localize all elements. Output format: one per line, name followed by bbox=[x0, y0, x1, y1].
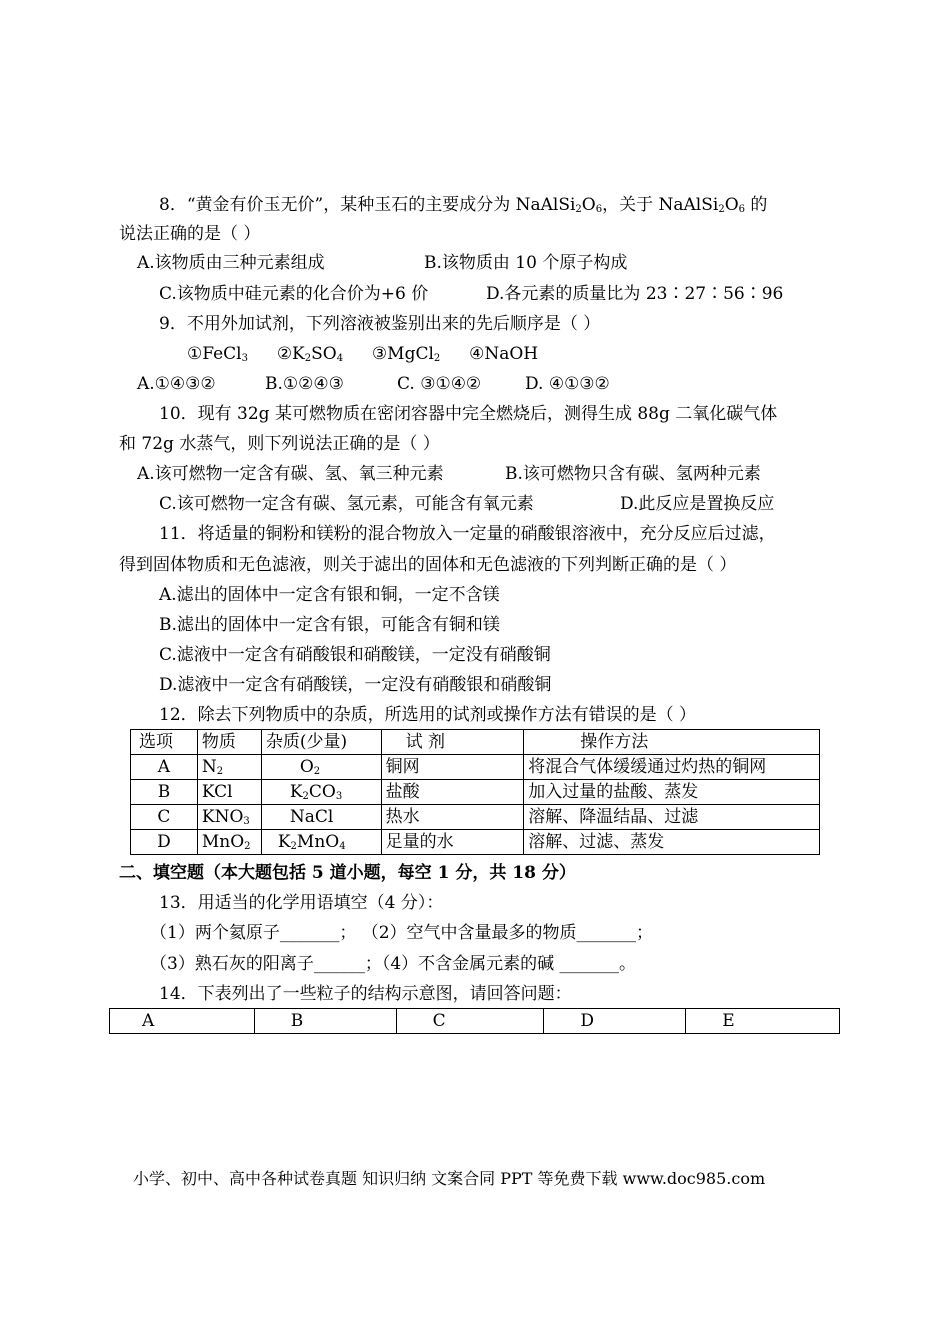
q11-option-a: A.滤出的固体中一定含有银和铜，一定不含镁 bbox=[159, 585, 500, 605]
q8-option-c: C.该物质中硅元素的化合价为+6 价 bbox=[159, 284, 429, 304]
q9-option-a: A.①④③② bbox=[137, 374, 216, 394]
substance-sub: 2 bbox=[244, 841, 251, 852]
q8-stem-line1 bbox=[159, 194, 767, 216]
q8-option-b: B.该物质由 10 个原子构成 bbox=[424, 253, 628, 273]
row-option: A bbox=[131, 755, 198, 780]
q9-option-d: D. ④①③② bbox=[525, 374, 610, 394]
substance-text: KNO bbox=[201, 807, 244, 827]
impurity-sub2: 4 bbox=[339, 841, 346, 852]
q8-sub: 2 bbox=[718, 204, 725, 215]
table-header-cell: 试 剂 bbox=[381, 730, 524, 755]
q9-option-c: C. ③①④② bbox=[397, 374, 482, 394]
table-header-cell: E bbox=[686, 1009, 840, 1034]
impurity-text: K bbox=[289, 782, 303, 802]
q8-option-d: D.各元素的质量比为 23∶27∶56∶96 bbox=[486, 284, 784, 304]
impurity-tail: CO bbox=[308, 782, 336, 802]
row-reagent: 足量的水 bbox=[381, 830, 524, 855]
q9-solution-1: ①FeCl bbox=[187, 344, 242, 364]
q12-stem: 12．除去下列物质中的杂质，所选用的试剂或操作方法有错误的是（ ） bbox=[159, 705, 697, 725]
substance-sub: 2 bbox=[216, 766, 224, 777]
section-title: 二、填空题（本大题包括 5 道小题，每空 1 分，共 18 分） bbox=[119, 863, 576, 883]
row-substance bbox=[197, 805, 261, 830]
q10-option-d: D.此反应是置换反应 bbox=[620, 494, 775, 514]
footer-text: 小学、初中、高中各种试卷真题 知识归纳 文案合同 PPT 等免费下载 www.doc985.com bbox=[133, 1169, 766, 1188]
q8-stem-part-f: 的 bbox=[745, 195, 768, 215]
impurity-sub: 2 bbox=[302, 791, 309, 802]
table-header-cell: C bbox=[396, 1009, 544, 1034]
impurity-text: K bbox=[277, 832, 291, 852]
q13-line1: （1）两个氦原子_______； （2）空气中含量最多的物质_______； bbox=[150, 923, 654, 943]
q14-stem: 14．下表列出了一些粒子的结构示意图，请回答问题： bbox=[159, 984, 572, 1004]
impurity-text: O bbox=[299, 757, 314, 777]
row-reagent: 盐酸 bbox=[381, 780, 524, 805]
row-impurity bbox=[261, 780, 381, 805]
q8-stem-part-b: 为 NaAlSi bbox=[493, 195, 576, 215]
q9-sub: 3 bbox=[241, 353, 248, 364]
row-option: D bbox=[131, 830, 198, 855]
table-header-row bbox=[131, 730, 820, 755]
substance-text: KCl bbox=[201, 782, 233, 802]
q13-line2: （3）熟石灰的阳离子______；（4）不含金属元素的碱 _______。 bbox=[150, 954, 637, 974]
table-header-cell: 选项 bbox=[131, 730, 198, 755]
impurity-sub: 2 bbox=[290, 841, 297, 852]
table-header-cell: 操作方法 bbox=[524, 730, 820, 755]
q8-stem-part-e: O bbox=[724, 195, 739, 215]
row-method: 加入过量的盐酸、蒸发 bbox=[524, 780, 820, 805]
q9-solution-2: ②K bbox=[276, 344, 305, 364]
table-header-cell: A bbox=[110, 1009, 255, 1034]
substance-sub: 3 bbox=[243, 816, 250, 827]
q9-solutions bbox=[187, 343, 538, 365]
row-method: 将混合气体缓缓通过灼热的铜网 bbox=[524, 755, 820, 780]
row-substance bbox=[197, 755, 261, 780]
substance-text: MnO bbox=[201, 832, 245, 852]
q8-stem-part-c: O bbox=[581, 195, 596, 215]
row-impurity bbox=[261, 830, 381, 855]
q14-table bbox=[109, 1008, 840, 1034]
row-substance bbox=[197, 830, 261, 855]
row-method: 溶解、过滤、蒸发 bbox=[524, 830, 820, 855]
q9-solution-2b: SO bbox=[311, 344, 337, 364]
table-header-row bbox=[110, 1009, 840, 1034]
q8-sub: 6 bbox=[738, 204, 746, 215]
q11-option-d: D.滤液中一定含有硝酸镁，一定没有硝酸银和硝酸铜 bbox=[159, 675, 552, 695]
impurity-tail: MnO bbox=[296, 832, 340, 852]
q10-stem-line1: 10．现有 32g 某可燃物质在密闭容器中完全燃烧后，测得生成 88g 二氧化碳气体 bbox=[159, 404, 778, 424]
q10-option-a: A.该可燃物一定含有碳、氢、氧三种元素 bbox=[137, 464, 444, 484]
row-method: 溶解、降温结晶、过滤 bbox=[524, 805, 820, 830]
table-header-cell: 杂质(少量) bbox=[261, 730, 381, 755]
impurity-sub: 2 bbox=[313, 766, 321, 777]
q9-solution-4: ④NaOH bbox=[469, 344, 539, 364]
q11-option-c: C.滤液中一定含有硝酸银和硝酸镁，一定没有硝酸铜 bbox=[159, 645, 551, 665]
impurity-sub2: 3 bbox=[335, 791, 343, 802]
row-option: C bbox=[131, 805, 198, 830]
table-row bbox=[131, 780, 820, 805]
table-header-cell: 物质 bbox=[197, 730, 261, 755]
impurity-text: NaCl bbox=[289, 807, 334, 827]
table-row bbox=[131, 755, 820, 780]
table-row bbox=[131, 805, 820, 830]
table-header-cell: D bbox=[544, 1009, 686, 1034]
q8-sub: 2 bbox=[575, 204, 582, 215]
table-row bbox=[131, 830, 820, 855]
table-header-cell: B bbox=[254, 1009, 396, 1034]
q10-option-c: C.该可燃物一定含有碳、氢元素，可能含有氧元素 bbox=[159, 494, 534, 514]
q8-option-a: A.该物质由三种元素组成 bbox=[137, 253, 325, 273]
substance-text: N bbox=[201, 757, 217, 777]
q13-stem: 13．用适当的化学用语填空（4 分）： bbox=[159, 893, 444, 913]
row-impurity bbox=[261, 755, 381, 780]
q8-stem-part-d: ，关于 NaAlSi bbox=[602, 195, 719, 215]
q8-sub: 6 bbox=[595, 204, 603, 215]
q12-table bbox=[130, 729, 820, 855]
row-reagent: 热水 bbox=[381, 805, 524, 830]
q11-option-b: B.滤出的固体中一定含有银，可能含有铜和镁 bbox=[159, 615, 500, 635]
q9-option-b: B.①②④③ bbox=[265, 374, 344, 394]
row-reagent: 铜网 bbox=[381, 755, 524, 780]
q11-stem-line1: 11．将适量的铜粉和镁粉的混合物放入一定量的硝酸银溶液中，充分反应后过滤， bbox=[159, 524, 776, 544]
q10-stem-line2: 和 72g 水蒸气，则下列说法正确的是（ ） bbox=[119, 434, 440, 454]
q11-stem-line2: 得到固体物质和无色滤液，则关于滤出的固体和无色滤液的下列判断正确的是（ ） bbox=[119, 555, 737, 575]
row-substance bbox=[197, 780, 261, 805]
q10-option-b: B.该可燃物只含有碳、氢两种元素 bbox=[505, 464, 761, 484]
q9-stem: 9．不用外加试剂，下列溶液被鉴别出来的先后顺序是（ ） bbox=[159, 314, 601, 334]
q9-sub: 2 bbox=[433, 353, 441, 364]
row-impurity bbox=[261, 805, 381, 830]
row-option: B bbox=[131, 780, 198, 805]
q8-stem-part-a: 8．“黄金有价玉无价”，某种玉石的主要成分 bbox=[159, 195, 494, 215]
q8-stem-line2: 说法正确的是（ ） bbox=[119, 224, 261, 244]
q9-solution-3: ③MgCl bbox=[371, 344, 434, 364]
q9-sub: 2 bbox=[304, 353, 312, 364]
q9-sub: 4 bbox=[336, 353, 344, 364]
